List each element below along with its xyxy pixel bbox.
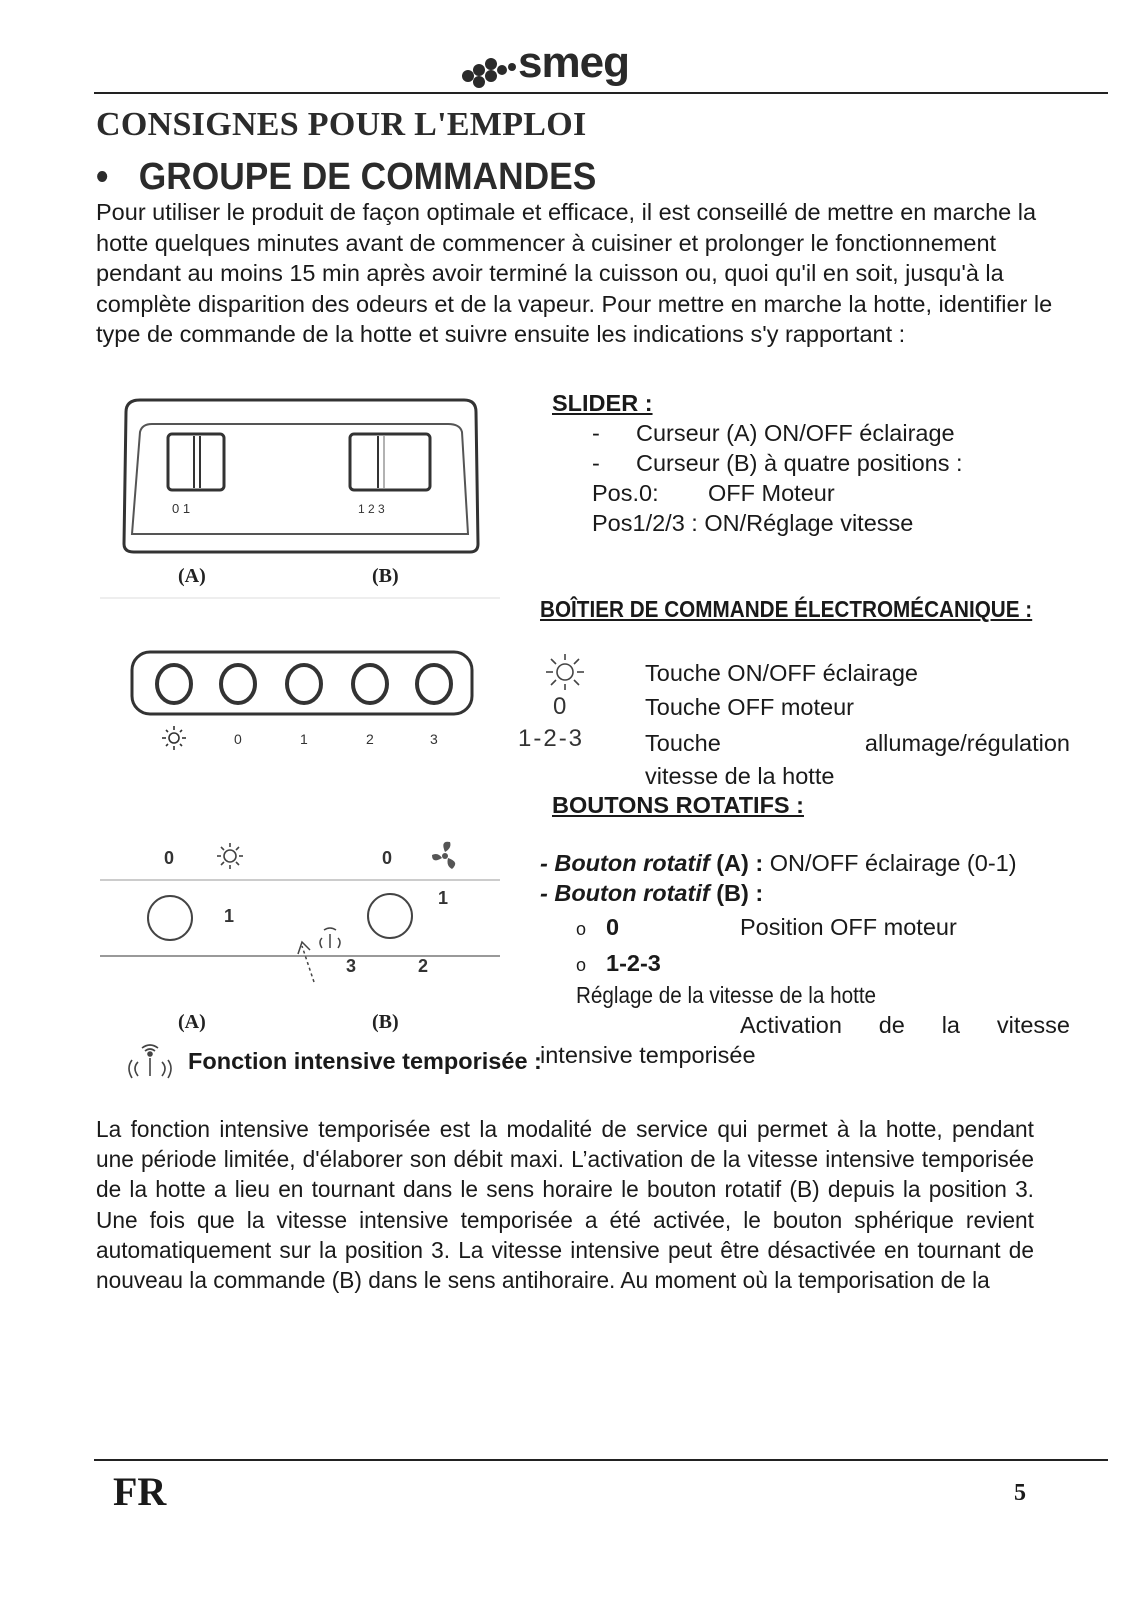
bullet: •	[96, 156, 109, 198]
rotary-b-mark-2: 2	[418, 956, 429, 976]
section-title: CONSIGNES POUR L'EMPLOI	[96, 106, 587, 143]
rotary-b-line: - Bouton rotatif (B) :	[540, 880, 764, 906]
slider-pos0: Pos.0: OFF Moteur	[592, 480, 835, 506]
footer-language: FR	[113, 1469, 167, 1514]
light-icon	[217, 843, 243, 869]
page-number: 5	[1014, 1480, 1026, 1506]
rotary-label-a: (A)	[178, 1011, 206, 1033]
rotary-b-mark-3: 3	[346, 956, 357, 976]
rotary-title: BOUTONS ROTATIFS :	[552, 792, 804, 818]
elec-row-speed: Touche allumage/régulation vitesse de la hotte	[645, 730, 1070, 789]
subsection-text: GROUPE DE COMMANDES	[138, 156, 597, 198]
fan-icon	[432, 842, 455, 869]
header-rule	[94, 92, 1108, 94]
elec-row-off: Touche OFF moteur	[645, 694, 854, 720]
button-label-0: 0	[234, 731, 242, 747]
rotary-b-mark-1: 1	[438, 888, 449, 908]
rotary-a-mark-0: 0	[164, 848, 175, 868]
intensive-title: Fonction intensive temporisée :	[188, 1048, 542, 1074]
button-label-2: 2	[366, 731, 374, 747]
button-label-3: 3	[430, 731, 438, 747]
slider-item-a: - Curseur (A) ON/OFF éclairage	[592, 420, 955, 446]
elec-symbol-123: 1-2-3	[518, 725, 585, 752]
intensive-icon	[124, 1040, 176, 1084]
brand-name: smeg	[518, 38, 629, 87]
subsection-title	[96, 156, 596, 199]
light-icon	[162, 726, 186, 750]
rotary-sub-1: o 1-2-3Réglage de la vitesse de la hotte	[576, 950, 877, 1008]
slider-section	[540, 388, 1080, 538]
slider-b-marks: 1 2 3	[358, 502, 385, 516]
footer-rule	[94, 1459, 1108, 1461]
electromechanical-title: BOÎTIER DE COMMANDE ÉLECTROMÉCANIQUE :	[540, 596, 1033, 622]
slider-label-b: (B)	[372, 565, 399, 587]
button-label-1: 1	[300, 731, 308, 747]
intro-paragraph: Pour utiliser le produit de façon optimale et efficace, il est conseillé de mettre en marche la hotte quelques minutes avant de commencer à cuisiner et prolonger le fonctionnement pendant au moins 15 min après avoir terminé la cuisson ou, quoi qu'il en soit, jusqu'à la complète disparition des odeurs et de la vapeur. Pour mettre en marche la hotte, identifier le type de commande de la hotte et suivre ensuite les indications s'y rapportant :	[96, 199, 1053, 347]
slider-item-b: - Curseur (B) à quatre positions :	[592, 450, 963, 476]
rotary-b-mark-0: 0	[382, 848, 393, 868]
slider-label-a: (A)	[178, 565, 206, 587]
brand-logo	[462, 38, 662, 94]
rotary-control-figure	[100, 838, 500, 1038]
rotary-section	[540, 848, 1070, 1070]
rotary-a-mark-1: 1	[224, 906, 235, 926]
push-button-panel-figure	[128, 646, 478, 756]
elec-row-light: Touche ON/OFF éclairage	[645, 660, 918, 686]
smeg-dots-icon	[462, 50, 522, 90]
intensive-body: La fonction intensive temporisée est la modalité de service qui permet à la hotte, pendant une période limitée, d'élaborer son débit maxi. L’activation de la vitesse intensive temporisée de la hotte a lieu en tournant dans le sens horaire le bouton rotatif (B) depuis la position 3. Une fois que la vitesse intensive temporisée a été activée, le bouton sphérique revient automatiquement sur la position 3. La vitesse intensive peut être désactivée en tournant de nouveau la commande (B) dans le sens antihoraire. Au moment où la temporisation de la	[96, 1116, 1034, 1294]
slider-pos123: Pos1/2/3 : ON/Réglage vitesse	[592, 510, 914, 536]
rotary-sub-0: o 0 Position OFF moteur	[576, 914, 957, 940]
slider-title: SLIDER :	[552, 390, 653, 416]
elec-symbol-0: 0	[553, 693, 567, 720]
rotary-a-line: - Bouton rotatif (A) : ON/OFF éclairage (0-1)	[540, 850, 1017, 876]
rotary-label-b: (B)	[372, 1011, 399, 1033]
slider-a-marks: 0 1	[172, 501, 191, 516]
light-icon	[540, 652, 590, 692]
slider-control-figure	[100, 392, 500, 622]
rotary-activation: Activation de la vitesse intensive temporisée	[540, 1012, 1070, 1068]
